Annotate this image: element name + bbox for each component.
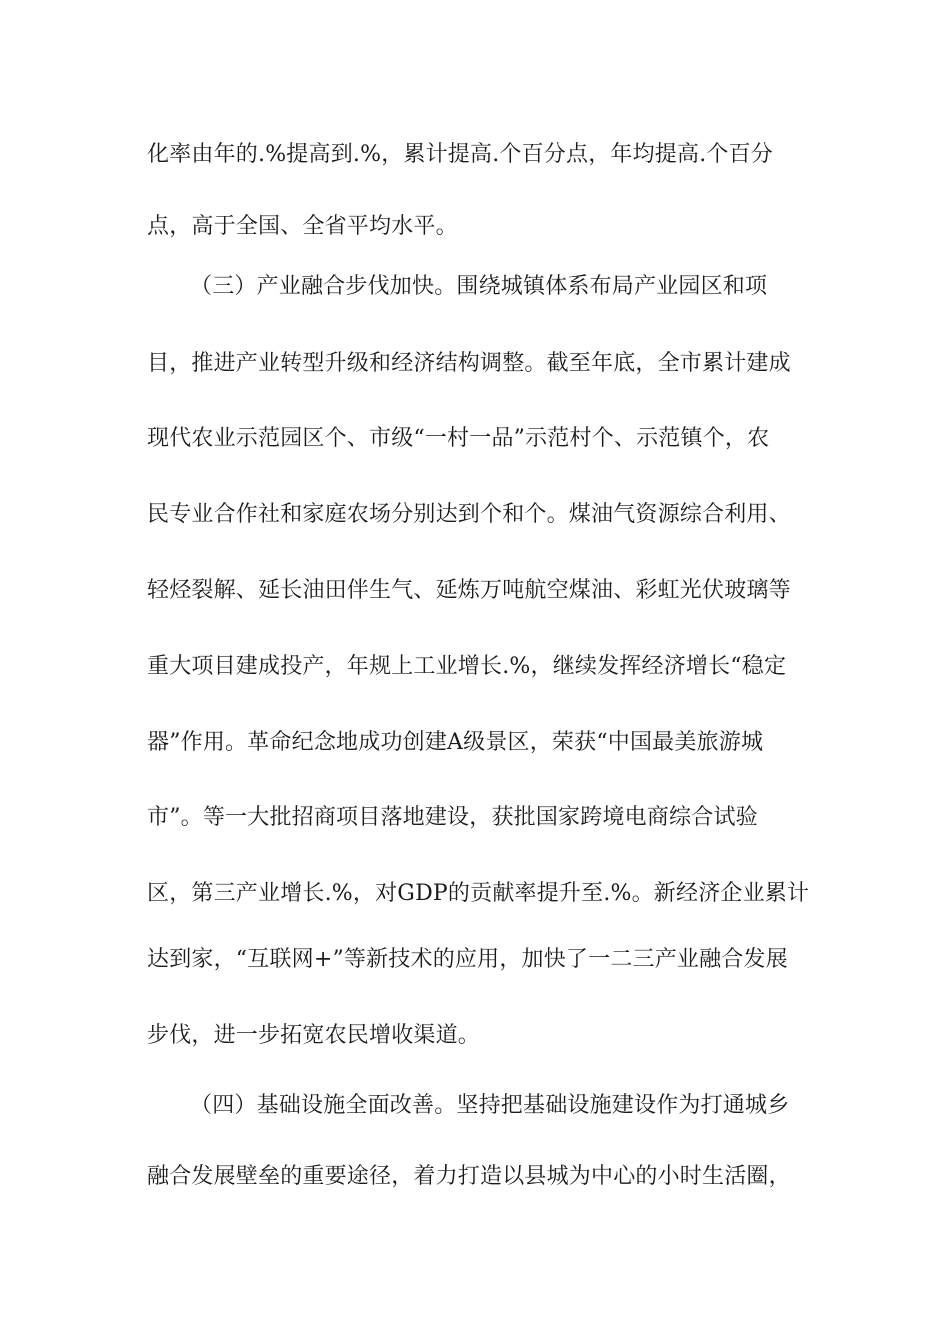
text-line: 点，高于全国、全省平均水平。: [147, 214, 458, 239]
text-line: 目，推进产业转型升级和经济结构调整。截至年底，全市累计建成: [147, 351, 791, 376]
section-heading-line: （四）基础设施全面改善。坚持把基础设施建设作为打通城乡: [190, 1093, 790, 1118]
text-line: 区，第三产业增长.%，对GDP的贡献率提升至.%。新经济企业累计: [147, 881, 810, 906]
text-line: 民专业合作社和家庭农场分别达到个和个。煤油气资源综合利用、: [147, 502, 791, 527]
text-line: 达到家，“互联网+”等新技术的应用，加快了一二三产业融合发展: [147, 947, 788, 972]
text-line: 化率由年的.%提高到.%，累计提高.个百分点，年均提高.个百分: [147, 142, 773, 167]
text-line: 重大项目建成投产，年规上工业增长.%，继续发挥经济增长“稳定: [147, 654, 787, 679]
text-line: 融合发展壁垒的重要途径，着力打造以县城为中心的小时生活圈，: [147, 1164, 791, 1189]
text-line: 市”。等一大批招商项目落地建设，获批国家跨境电商综合试验: [147, 805, 758, 830]
text-line: 轻烃裂解、延长油田伴生气、延炼万吨航空煤油、彩虹光伏玻璃等: [147, 578, 791, 603]
text-line: 现代农业示范园区个、市级“一村一品”示范村个、示范镇个，农: [147, 426, 770, 451]
section-heading-line: （三）产业融合步伐加快。围绕城镇体系布局产业园区和项: [190, 274, 768, 299]
text-line: 器”作用。革命纪念地成功创建A级景区，荣获“中国最美旅游城: [147, 730, 764, 755]
text-line: 步伐，进一步拓宽农民增收渠道。: [147, 1023, 481, 1048]
